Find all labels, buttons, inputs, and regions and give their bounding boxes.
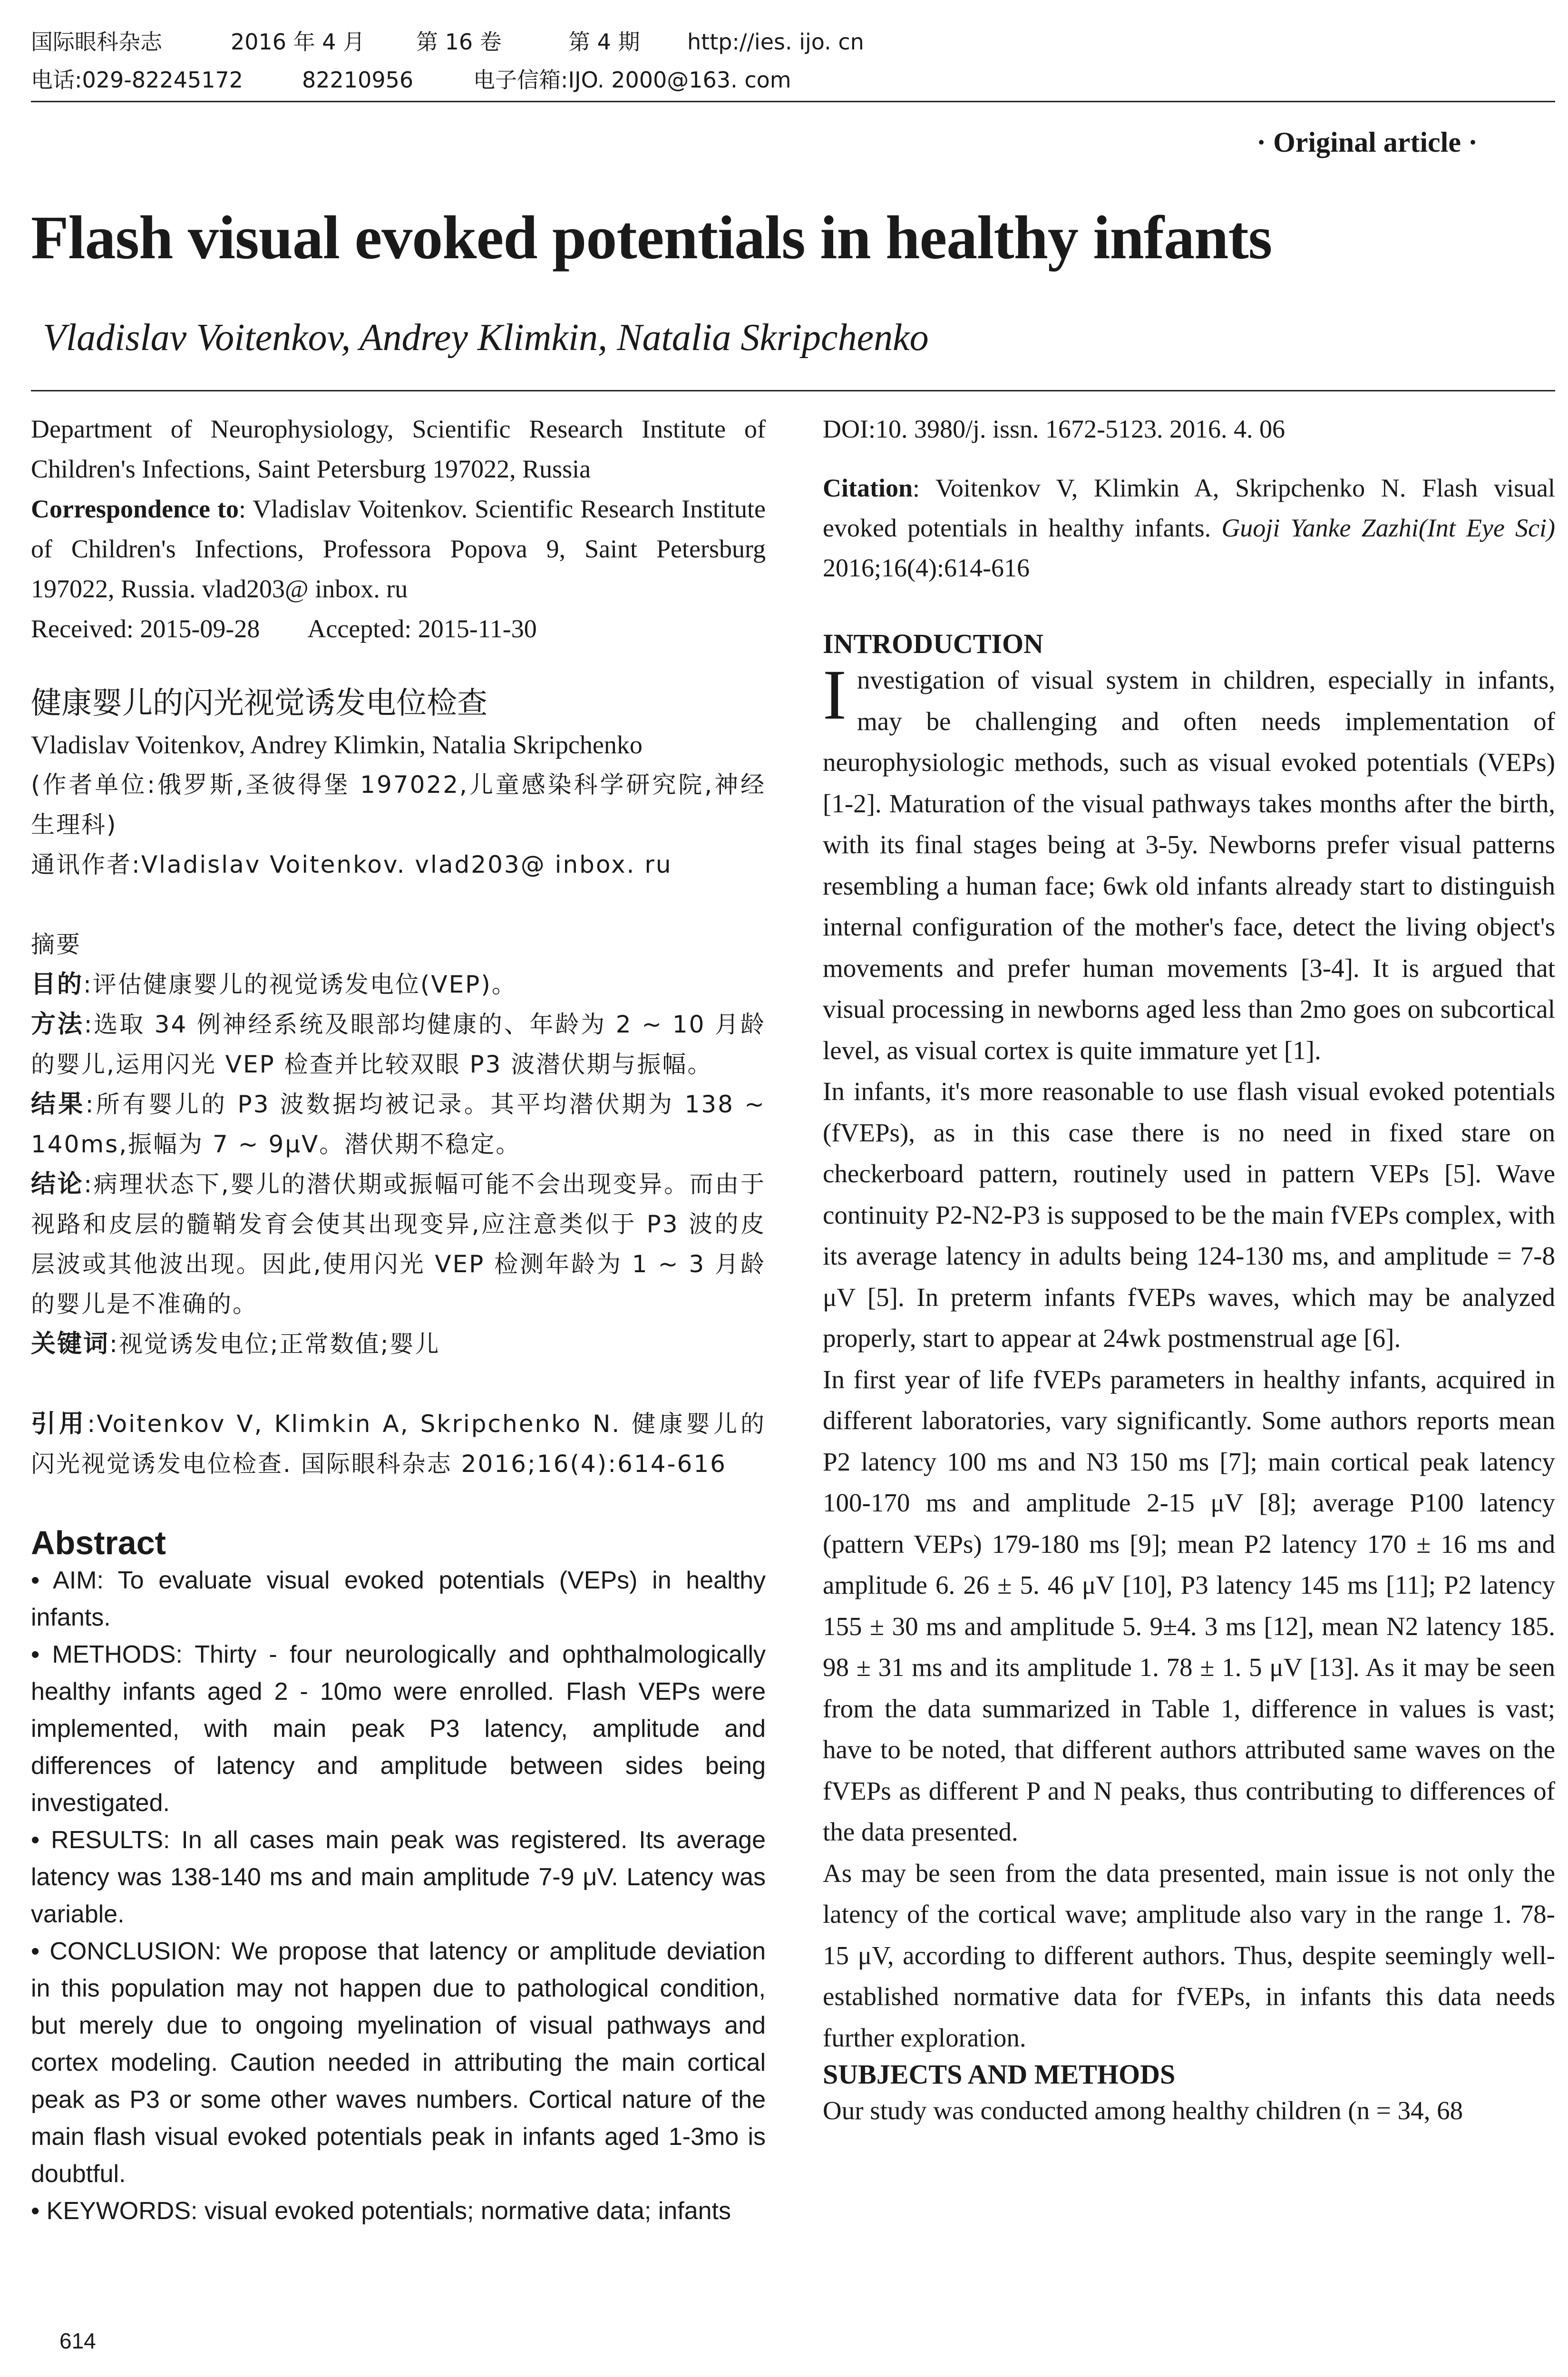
chinese-affiliation: (作者单位:俄罗斯,圣彼得堡 197022,儿童感染科学研究院,神经生理科) bbox=[31, 771, 766, 838]
header-rule bbox=[31, 101, 1555, 102]
abstract-results: • RESULTS: In all cases main peak was registered. Its average latency was 138-140 ms and main amplitude 7-9 μV. Latency was variable. bbox=[31, 1826, 766, 1928]
received-date: Received: 2015-09-28 bbox=[31, 614, 260, 643]
chinese-aim bbox=[31, 964, 766, 1004]
chinese-citation-text: :Voitenkov V, Klimkin A, Skripchenko N. 健康婴儿的闪光视觉诱发电位检查. 国际眼科杂志 2016;16(4):614-616 bbox=[31, 1410, 766, 1478]
citation-text: : Voitenkov V, Klimkin A, Skripchenko N. Flash visual evoked potentials in healthy infants. bbox=[823, 474, 1555, 542]
methods-heading: SUBJECTS AND METHODS bbox=[823, 2059, 1176, 2090]
chinese-results bbox=[31, 1084, 766, 1164]
intro-paragraph-1 bbox=[823, 655, 1555, 1071]
journal-name: 国际眼科杂志 bbox=[31, 29, 162, 55]
chinese-keywords-label: 关键词 bbox=[31, 1330, 110, 1358]
intro-paragraph-1-text: nvestigation of visual system in children, especially in infants, may be challenging and often needs implementation of neurophysiologic methods, such as visual evoked potentials (VEPs) [1-2]. Maturation of the visual pathways takes months after the birth, with its final stages being at 3-5y. Newborns prefer visual patterns resembling a human face; 6wk old infants already start to distinguish internal configuration of the mother's face, detect the living object's movements and prefer human movements [3-4]. It is argued that visual processing in newborns aged less than 2mo goes on subcortical level, as visual cortex is quite immature yet [1]. bbox=[823, 665, 1555, 1065]
article-type: · Original article · bbox=[1256, 127, 1478, 158]
chinese-keywords bbox=[31, 1324, 766, 1364]
citation-journal: Guoji Yanke Zazhi(Int Eye Sci) bbox=[1221, 514, 1556, 542]
journal-header bbox=[31, 23, 864, 99]
correspondence-label: Correspondence to bbox=[31, 495, 239, 523]
abstract-keywords: • KEYWORDS: visual evoked potentials; normative data; infants bbox=[31, 2197, 731, 2225]
citation-tail: 2016;16(4):614-616 bbox=[823, 554, 1030, 582]
right-column bbox=[823, 409, 1555, 2132]
article-authors: Vladislav Voitenkov, Andrey Klimkin, Natalia Skripchenko bbox=[43, 317, 929, 359]
chinese-results-label: 结果 bbox=[31, 1090, 86, 1119]
page-number: 614 bbox=[59, 2328, 96, 2353]
volume: 第 16 卷 bbox=[416, 29, 502, 55]
chinese-correspondence: 通讯作者:Vladislav Voitenkov. vlad203@ inbox. ru bbox=[31, 851, 672, 878]
chinese-citation bbox=[31, 1404, 766, 1484]
chinese-citation-label: 引用 bbox=[31, 1410, 88, 1438]
drop-cap: I bbox=[823, 655, 847, 734]
intro-paragraph-3: In first year of life fVEPs parameters in healthy infants, acquired in different laboratories, vary significantly. Some authors reports mean P2 latency 100 ms and N3 150 ms [7]; main cortical peak latency 100-170 ms and amplitude 2-15 μV [8]; average P100 latency (pattern VEPs) 179-180 ms [9]; mean P2 latency 170 ± 16 ms and amplitude 6. 26 ± 5. 46 μV [10], P3 latency 145 ms [11]; P2 latency 155 ± 30 ms and amplitude 5. 9±4. 3 ms [12], mean N2 latency 185. 98 ± 31 ms and its amplitude 1. 78 ± 1. 5 μV [13]. As it may be seen from the data summarized in Table 1, difference in values is vast; have to be noted, that different authors attributed same waves on the fVEPs as different P and N peaks, thus contributing to differences of the data presented. bbox=[823, 1364, 1555, 1846]
chinese-conclusion-text: :病理状态下,婴儿的潜伏期或振幅可能不会出现变异。而由于视路和皮层的髓鞘发育会使其出现变异,应注意类似于 P3 波的皮层波或其他波出现。因此,使用闪光 VEP 检测年龄为 1 ~ 3 月龄的婴儿是不准确的。 bbox=[31, 1170, 766, 1318]
dates bbox=[31, 609, 766, 649]
chinese-abstract-head: 摘要 bbox=[31, 931, 81, 958]
correspondence-text: : Vladislav Voitenkov. Scientific Research Institute of Children's Infections, Professora Popova 9, Saint Petersburg 197022, Russia. vlad203@ inbox. ru bbox=[31, 495, 766, 603]
chinese-keywords-text: :视觉诱发电位;正常数值;婴儿 bbox=[109, 1330, 440, 1358]
journal-email[interactable]: 电子信箱:IJO. 2000@163. com bbox=[473, 67, 791, 93]
chinese-results-text: :所有婴儿的 P3 波数据均被记录。其平均潜伏期为 138 ~ 140ms,振幅为 7 ~ 9μV。潜伏期不稳定。 bbox=[31, 1091, 766, 1158]
chinese-conclusion-label: 结论 bbox=[31, 1170, 84, 1198]
affiliation: Department of Neurophysiology, Scientific Research Institute of Children's Infections, Saint Petersburg 197022, Russia bbox=[31, 415, 766, 483]
authors-rule bbox=[31, 390, 1555, 391]
journal-url[interactable]: http://ies. ijo. cn bbox=[687, 29, 864, 55]
left-column bbox=[31, 409, 766, 2230]
intro-paragraph-2: In infants, it's more reasonable to use flash visual evoked potentials (fVEPs), as in this case there is no need in fixed stare on checkerboard pattern, routinely used in pattern VEPs [5]. Wave continuity P2-N2-P3 is supposed to be the main fVEPs complex, with its average latency in adults being 124-130 ms, and amplitude = 7-8 μV [5]. In preterm infants fVEPs waves, which may be analyzed properly, start to appear at 24wk postmenstrual age [6]. bbox=[823, 1077, 1555, 1353]
intro-paragraph-4: As may be seen from the data presented, main issue is not only the latency of the cortical wave; amplitude also vary in the range 1. 78-15 μV, according to different authors. Thus, despite seemingly well-established normative data for fVEPs, in infants this data needs further exploration. bbox=[823, 1858, 1555, 2052]
issue-date: 2016 年 4 月 bbox=[231, 29, 365, 55]
abstract-title: Abstract bbox=[31, 1524, 166, 1561]
issue: 第 4 期 bbox=[568, 29, 640, 55]
abstract-conclusion: • CONCLUSION: We propose that latency or amplitude deviation in this population may not happen due to pathological condition, but merely due to ongoing myelination of visual pathways and cortex modeling. Caution needed in attributing the main cortical peak as P3 or some other waves numbers. Cortical nature of the main flash visual evoked potentials peak in infants aged 1-3mo is doubtful. bbox=[31, 1938, 766, 2188]
journal-phone: 电话:029-82245172 bbox=[31, 67, 243, 93]
accepted-date: Accepted: 2015-11-30 bbox=[307, 614, 537, 643]
correspondence bbox=[31, 489, 766, 609]
chinese-methods bbox=[31, 1004, 766, 1084]
chinese-aim-text: :评估健康婴儿的视觉诱发电位(VEP)。 bbox=[83, 971, 517, 998]
doi[interactable]: DOI:10. 3980/j. issn. 1672-5123. 2016. 4. 06 bbox=[823, 415, 1285, 443]
methods-paragraph-1: Our study was conducted among healthy children (n = 34, 68 bbox=[823, 2096, 1463, 2125]
chinese-aim-label: 目的 bbox=[31, 970, 84, 999]
article-title: Flash visual evoked potentials in healthy infants bbox=[31, 204, 1272, 272]
abstract-methods: • METHODS: Thirty - four neurologically and ophthalmologically healthy infants aged 2 - 10mo were enrolled. Flash VEPs were implemented, with main peak P3 latency, amplitude and differences of latency and amplitude between sides being investigated. bbox=[31, 1641, 766, 1817]
citation-label: Citation bbox=[823, 474, 913, 502]
citation bbox=[823, 468, 1555, 588]
chinese-title: 健康婴儿的闪光视觉诱发电位检查 bbox=[31, 686, 487, 721]
abstract-aim: • AIM: To evaluate visual evoked potentials (VEPs) in healthy infants. bbox=[31, 1567, 766, 1631]
introduction-heading: INTRODUCTION bbox=[823, 628, 1044, 659]
journal-phone-2: 82210956 bbox=[302, 67, 414, 93]
chinese-authors: Vladislav Voitenkov, Andrey Klimkin, Natalia Skripchenko bbox=[31, 731, 643, 759]
chinese-methods-text: :选取 34 例神经系统及眼部均健康的、年龄为 2 ~ 10 月龄的婴儿,运用闪光 VEP 检查并比较双眼 P3 波潜伏期与振幅。 bbox=[31, 1011, 766, 1078]
chinese-methods-label: 方法 bbox=[31, 1010, 84, 1039]
chinese-conclusion bbox=[31, 1164, 766, 1324]
